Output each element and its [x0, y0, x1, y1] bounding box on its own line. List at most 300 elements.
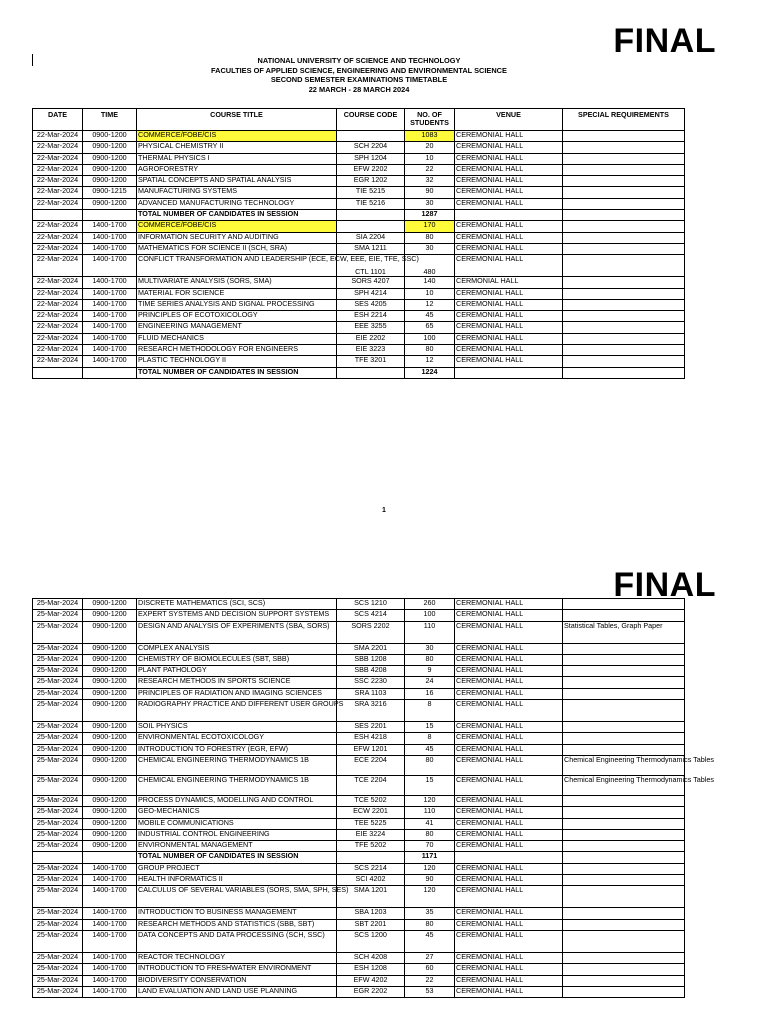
special-requirements-cell	[563, 322, 685, 333]
students-cell: 260	[405, 599, 455, 610]
course-code-cell	[337, 210, 405, 221]
course-title-cell: DATA CONCEPTS AND DATA PROCESSING (SCH, SSC)	[137, 930, 337, 952]
students-cell: 8	[405, 733, 455, 744]
course-title-cell: PROCESS DYNAMICS, MODELLING AND CONTROL	[137, 795, 337, 806]
table-row	[33, 908, 685, 919]
venue-cell: CEREMONIAL HALL	[455, 986, 563, 997]
date-cell: 25-Mar-2024	[33, 700, 83, 722]
time-cell: 0900-1200	[83, 744, 137, 755]
date-cell	[33, 852, 83, 863]
venue-cell: CEREMONIAL HALL	[455, 198, 563, 209]
course-title-cell: INDUSTRIAL CONTROL ENGINEERING	[137, 829, 337, 840]
time-cell: 0900-1200	[83, 818, 137, 829]
date-cell: 25-Mar-2024	[33, 643, 83, 654]
course-code-cell: ESH 1208	[337, 964, 405, 975]
course-title-cell: INTRODUCTION TO FRESHWATER ENVIRONMENT	[137, 964, 337, 975]
students-cell: 80	[405, 919, 455, 930]
time-cell: 0900-1200	[83, 829, 137, 840]
course-title-cell: CHEMISTRY OF BIOMOLECULES (SBT, SBB)	[137, 654, 337, 665]
venue-cell: CEREMONIAL HALL	[455, 187, 563, 198]
table-row	[33, 975, 685, 986]
course-code-cell	[337, 367, 405, 378]
time-cell: 1400-1700	[83, 975, 137, 986]
venue-cell: CEREMONIAL HALL	[455, 221, 563, 232]
faculties-line: FACULTIES OF APPLIED SCIENCE, ENGINEERING AND ENVIRONMENTAL SCIENCE	[211, 65, 507, 75]
table-row	[33, 986, 685, 997]
special-requirements-cell	[563, 255, 685, 277]
venue-cell: CEREMONIAL HALL	[455, 322, 563, 333]
course-code-cell: TEE 5225	[337, 818, 405, 829]
special-requirements-cell	[563, 176, 685, 187]
date-cell: 22-Mar-2024	[33, 311, 83, 322]
time-cell: 0900-1200	[83, 677, 137, 688]
course-title-cell: PRINCIPLES OF RADIATION AND IMAGING SCIENCES	[137, 688, 337, 699]
course-title-cell: GEO-MECHANICS	[137, 807, 337, 818]
time-cell: 1400-1700	[83, 919, 137, 930]
date-cell: 25-Mar-2024	[33, 919, 83, 930]
table-row	[33, 345, 685, 356]
date-cell: 25-Mar-2024	[33, 733, 83, 744]
venue-cell: CEREMONIAL HALL	[455, 775, 563, 795]
students-cell: 16	[405, 688, 455, 699]
students-cell: 120	[405, 795, 455, 806]
course-code-cell: SCS 1200	[337, 930, 405, 952]
venue-cell: CEREMONIAL HALL	[455, 164, 563, 175]
date-cell: 22-Mar-2024	[33, 142, 83, 153]
table-row	[33, 688, 685, 699]
course-title-cell: ENVIRONMENTAL ECOTOXICOLOGY	[137, 733, 337, 744]
venue-cell: CEREMONIAL HALL	[455, 700, 563, 722]
date-cell: 22-Mar-2024	[33, 232, 83, 243]
students-cell: 170	[405, 221, 455, 232]
time-cell: 0900-1200	[83, 795, 137, 806]
course-title-cell: ADVANCED MANUFACTURING TECHNOLOGY	[137, 198, 337, 209]
time-cell: 1400-1700	[83, 345, 137, 356]
course-code-cell: TCE 5202	[337, 795, 405, 806]
course-code-cell: SCS 1210	[337, 599, 405, 610]
special-requirements-cell	[563, 299, 685, 310]
students-cell: 480	[405, 255, 455, 277]
course-title-cell: TOTAL NUMBER OF CANDIDATES IN SESSION	[137, 852, 337, 863]
special-requirements-cell	[563, 875, 685, 886]
table-row	[33, 807, 685, 818]
table-row	[33, 829, 685, 840]
venue-cell: CEREMONIAL HALL	[455, 176, 563, 187]
course-code-cell: SCI 4202	[337, 875, 405, 886]
time-cell: 0900-1200	[83, 153, 137, 164]
special-requirements-cell	[563, 345, 685, 356]
date-cell: 22-Mar-2024	[33, 164, 83, 175]
table-body	[33, 131, 685, 379]
date-cell: 25-Mar-2024	[33, 863, 83, 874]
date-cell: 25-Mar-2024	[33, 952, 83, 963]
date-cell: 22-Mar-2024	[33, 198, 83, 209]
venue-cell: CEREMONIAL HALL	[455, 131, 563, 142]
date-cell: 25-Mar-2024	[33, 986, 83, 997]
course-code-cell: TCE 2204	[337, 775, 405, 795]
table-row	[33, 198, 685, 209]
table-row	[33, 654, 685, 665]
time-cell: 0900-1200	[83, 164, 137, 175]
date-cell: 22-Mar-2024	[33, 243, 83, 254]
venue-cell: CEREMONIAL HALL	[455, 886, 563, 908]
special-requirements-cell	[563, 733, 685, 744]
venue-cell: CEREMONIAL HALL	[455, 975, 563, 986]
students-cell: 100	[405, 333, 455, 344]
course-title-cell: COMPLEX ANALYSIS	[137, 643, 337, 654]
time-cell: 1400-1700	[83, 232, 137, 243]
table-row	[33, 886, 685, 908]
special-requirements-cell: Chemical Engineering Thermodynamics Tables	[563, 775, 685, 795]
venue-cell: CEREMONIAL HALL	[455, 232, 563, 243]
venue-cell: CEREMONIAL HALL	[455, 733, 563, 744]
venue-cell: CEREMONIAL HALL	[455, 919, 563, 930]
course-code-cell: SES 2201	[337, 722, 405, 733]
venue-cell: CEREMONIAL HALL	[455, 255, 563, 277]
students-cell: 53	[405, 986, 455, 997]
date-cell	[33, 210, 83, 221]
course-code-cell: SSC 2230	[337, 677, 405, 688]
students-cell: 1287	[405, 210, 455, 221]
date-cell: 25-Mar-2024	[33, 930, 83, 952]
students-cell: 45	[405, 744, 455, 755]
course-title-cell: TIME SERIES ANALYSIS AND SIGNAL PROCESSING	[137, 299, 337, 310]
course-title-cell: TOTAL NUMBER OF CANDIDATES IN SESSION	[137, 210, 337, 221]
course-title-cell: ENGINEERING MANAGEMENT	[137, 322, 337, 333]
students-cell: 41	[405, 818, 455, 829]
course-code-cell: EFW 2202	[337, 164, 405, 175]
special-requirements-cell: Chemical Engineering Thermodynamics Tables	[563, 755, 685, 775]
course-title-cell: SPATIAL CONCEPTS AND SPATIAL ANALYSIS	[137, 176, 337, 187]
special-requirements-cell	[563, 952, 685, 963]
special-requirements-cell	[563, 164, 685, 175]
students-cell: 15	[405, 722, 455, 733]
timetable-title: SECOND SEMESTER EXAMINATIONS TIMETABLE	[270, 75, 448, 84]
venue-cell: CEREMONIAL HALL	[455, 807, 563, 818]
venue-cell: CEREMONIAL HALL	[455, 908, 563, 919]
students-cell: 32	[405, 176, 455, 187]
timetable-table	[32, 598, 714, 998]
venue-cell: CEREMONIAL HALL	[455, 243, 563, 254]
course-title-cell: CHEMICAL ENGINEERING THERMODYNAMICS 1B	[137, 775, 337, 795]
date-cell: 25-Mar-2024	[33, 666, 83, 677]
col-students: NO. OF STUDENTS	[405, 109, 455, 131]
venue-cell: CEREMONIAL HALL	[455, 153, 563, 164]
date-cell: 25-Mar-2024	[33, 621, 83, 643]
students-cell: 100	[405, 610, 455, 621]
time-cell: 1400-1700	[83, 311, 137, 322]
table-row	[33, 164, 685, 175]
course-code-cell: SORS 4207	[337, 277, 405, 288]
time-cell: 0900-1200	[83, 621, 137, 643]
time-cell: 1400-1700	[83, 299, 137, 310]
course-title-cell: MANUFACTURING SYSTEMS	[137, 187, 337, 198]
date-cell: 25-Mar-2024	[33, 807, 83, 818]
course-title-cell: RESEARCH METHODOLOGY FOR ENGINEERS	[137, 345, 337, 356]
course-code-cell: ESH 2214	[337, 311, 405, 322]
table-row	[33, 677, 685, 688]
students-cell: 90	[405, 875, 455, 886]
time-cell: 1400-1700	[83, 863, 137, 874]
table-row	[33, 356, 685, 367]
course-code-cell: SBB 1208	[337, 654, 405, 665]
table-row	[33, 755, 685, 775]
table-row	[33, 700, 685, 722]
col-date: DATE	[33, 109, 83, 131]
table-row	[33, 722, 685, 733]
course-title-cell: FLUID MECHANICS	[137, 333, 337, 344]
course-title-cell: MULTIVARIATE ANALYSIS (SORS, SMA)	[137, 277, 337, 288]
time-cell: 0900-1200	[83, 807, 137, 818]
course-title-cell: HEALTH INFORMATICS II	[137, 875, 337, 886]
course-title-cell: MATERIAL FOR SCIENCE	[137, 288, 337, 299]
table-row	[33, 176, 685, 187]
time-cell: 0900-1200	[83, 142, 137, 153]
timetable-table	[32, 108, 685, 379]
date-cell: 25-Mar-2024	[33, 908, 83, 919]
venue-cell: CEREMONIAL HALL	[455, 863, 563, 874]
date-cell: 22-Mar-2024	[33, 176, 83, 187]
course-code-cell	[337, 221, 405, 232]
course-code-cell: SMA 1211	[337, 243, 405, 254]
students-cell: 30	[405, 198, 455, 209]
table-row	[33, 142, 685, 153]
special-requirements-cell	[563, 908, 685, 919]
table-row	[33, 775, 685, 795]
students-cell: 60	[405, 964, 455, 975]
date-cell: 25-Mar-2024	[33, 775, 83, 795]
course-title-cell: AGROFORESTRY	[137, 164, 337, 175]
course-code-cell: SCH 4208	[337, 952, 405, 963]
table-row	[33, 232, 685, 243]
venue-cell: CEREMONIAL HALL	[455, 744, 563, 755]
students-cell: 120	[405, 886, 455, 908]
course-title-cell: MATHEMATICS FOR SCIENCE II (SCH, SRA)	[137, 243, 337, 254]
col-time: TIME	[83, 109, 137, 131]
students-cell: 20	[405, 142, 455, 153]
special-requirements-cell	[563, 333, 685, 344]
special-requirements-cell	[563, 964, 685, 975]
course-code-cell: SPH 4214	[337, 288, 405, 299]
time-cell: 0900-1215	[83, 187, 137, 198]
time-cell: 1400-1700	[83, 930, 137, 952]
special-requirements-cell	[563, 277, 685, 288]
course-title-cell: RESEARCH METHODS IN SPORTS SCIENCE	[137, 677, 337, 688]
students-cell: 45	[405, 311, 455, 322]
course-code-cell	[337, 131, 405, 142]
special-requirements-cell	[563, 610, 685, 621]
course-code-cell: ECE 2204	[337, 755, 405, 775]
course-title-cell: RESEARCH METHODS AND STATISTICS (SBB, SBT)	[137, 919, 337, 930]
time-cell: 1400-1700	[83, 255, 137, 277]
special-requirements-cell	[563, 841, 685, 852]
special-requirements-cell	[563, 975, 685, 986]
special-requirements-cell	[563, 221, 685, 232]
venue-cell: CEREMONIAL HALL	[455, 677, 563, 688]
table-row	[33, 930, 685, 952]
col-venue: VENUE	[455, 109, 563, 131]
students-cell: 10	[405, 153, 455, 164]
course-code-cell: SBB 4208	[337, 666, 405, 677]
table-row	[33, 818, 685, 829]
date-cell: 22-Mar-2024	[33, 131, 83, 142]
date-cell: 22-Mar-2024	[33, 345, 83, 356]
course-code-cell: TFE 3201	[337, 356, 405, 367]
venue-cell: CEREMONIAL HALL	[455, 333, 563, 344]
course-title-cell: PLASTIC TECHNOLOGY II	[137, 356, 337, 367]
table-row	[33, 187, 685, 198]
page-number: 1	[382, 507, 386, 514]
course-title-cell: PRINCIPLES OF ECOTOXICOLOGY	[137, 311, 337, 322]
students-cell: 80	[405, 345, 455, 356]
date-cell: 22-Mar-2024	[33, 221, 83, 232]
special-requirements-cell	[563, 153, 685, 164]
special-requirements-cell	[563, 807, 685, 818]
course-title-cell: PHYSICAL CHEMISTRY II	[137, 142, 337, 153]
course-code-cell: SRA 3216	[337, 700, 405, 722]
course-code-cell	[337, 852, 405, 863]
time-cell: 0900-1200	[83, 643, 137, 654]
students-cell: 45	[405, 930, 455, 952]
date-cell: 25-Mar-2024	[33, 964, 83, 975]
table-row	[33, 599, 685, 610]
col-special-requirements: SPECIAL REQUIREMENTS	[563, 109, 685, 131]
special-requirements-cell	[563, 666, 685, 677]
time-cell: 0900-1200	[83, 688, 137, 699]
time-cell: 0900-1200	[83, 733, 137, 744]
course-code-cell: CTL 1101	[337, 255, 405, 277]
students-cell: 80	[405, 232, 455, 243]
students-cell: 65	[405, 322, 455, 333]
table-row	[33, 919, 685, 930]
course-code-cell: EGR 2202	[337, 986, 405, 997]
course-code-cell: SMA 1201	[337, 886, 405, 908]
date-cell: 25-Mar-2024	[33, 599, 83, 610]
session-total-row	[33, 852, 685, 863]
venue-cell	[455, 210, 563, 221]
special-requirements-cell	[563, 198, 685, 209]
venue-cell: CEREMONIAL HALL	[455, 875, 563, 886]
special-requirements-cell	[563, 986, 685, 997]
venue-cell: CEREMONIAL HALL	[455, 643, 563, 654]
course-title-cell: CONFLICT TRANSFORMATION AND LEADERSHIP (ECE, ECW, EEE, EIE, TFE, SSC)	[137, 255, 337, 277]
time-cell: 1400-1700	[83, 886, 137, 908]
date-cell: 25-Mar-2024	[33, 688, 83, 699]
venue-cell: CEREMONIAL HALL	[455, 599, 563, 610]
students-cell: 90	[405, 187, 455, 198]
course-title-cell: REACTOR TECHNOLOGY	[137, 952, 337, 963]
course-code-cell: ECW 2201	[337, 807, 405, 818]
venue-cell: CEREMONIAL HALL	[455, 722, 563, 733]
date-range: 22 MARCH - 28 MARCH 2024	[308, 84, 410, 94]
date-cell: 22-Mar-2024	[33, 187, 83, 198]
course-title-cell: CALCULUS OF SEVERAL VARIABLES (SORS, SMA, SPH, SES)	[137, 886, 337, 908]
students-cell: 9	[405, 666, 455, 677]
venue-cell: CEREMONIAL HALL	[455, 654, 563, 665]
course-code-cell: TFE 5202	[337, 841, 405, 852]
course-title-cell: DESIGN AND ANALYSIS OF EXPERIMENTS (SBA, SORS)	[137, 621, 337, 643]
special-requirements-cell	[563, 688, 685, 699]
date-cell: 25-Mar-2024	[33, 886, 83, 908]
table-row	[33, 795, 685, 806]
course-title-cell: TOTAL NUMBER OF CANDIDATES IN SESSION	[137, 367, 337, 378]
venue-cell: CEREMONIAL HALL	[455, 795, 563, 806]
table-row	[33, 744, 685, 755]
table-row	[33, 964, 685, 975]
students-cell: 80	[405, 829, 455, 840]
course-title-cell: COMMERCE/FOBE/CIS	[137, 131, 337, 142]
time-cell	[83, 852, 137, 863]
special-requirements-cell	[563, 930, 685, 952]
course-code-cell: SBA 1203	[337, 908, 405, 919]
course-title-cell: SOIL PHYSICS	[137, 722, 337, 733]
venue-cell: CEREMONIAL HALL	[455, 829, 563, 840]
students-cell: 22	[405, 975, 455, 986]
students-cell: 22	[405, 164, 455, 175]
time-cell: 0900-1200	[83, 722, 137, 733]
course-code-cell: EIE 3223	[337, 345, 405, 356]
session-total-row	[33, 210, 685, 221]
special-requirements-cell	[563, 243, 685, 254]
venue-cell: CEREMONIAL HALL	[455, 688, 563, 699]
course-title-cell: INTRODUCTION TO FORESTRY (EGR, EFW)	[137, 744, 337, 755]
time-cell: 0900-1200	[83, 700, 137, 722]
course-code-cell: EGR 1202	[337, 176, 405, 187]
special-requirements-cell	[563, 886, 685, 908]
time-cell: 1400-1700	[83, 288, 137, 299]
students-cell: 120	[405, 863, 455, 874]
special-requirements-cell	[563, 232, 685, 243]
time-cell	[83, 367, 137, 378]
venue-cell: CEREMONIAL HALL	[455, 621, 563, 643]
university-name: NATIONAL UNIVERSITY OF SCIENCE AND TECHNOLOGY	[257, 56, 461, 65]
date-cell: 22-Mar-2024	[33, 277, 83, 288]
course-code-cell: SPH 1204	[337, 153, 405, 164]
date-cell	[33, 367, 83, 378]
venue-cell: CEREMONIAL HALL	[455, 288, 563, 299]
course-title-cell: BIODIVERSITY CONSERVATION	[137, 975, 337, 986]
students-cell: 27	[405, 952, 455, 963]
course-title-cell: COMMERCE/FOBE/CIS	[137, 221, 337, 232]
special-requirements-cell	[563, 863, 685, 874]
time-cell: 1400-1700	[83, 964, 137, 975]
table-row	[33, 733, 685, 744]
course-code-cell: TIE 5216	[337, 198, 405, 209]
time-cell: 1400-1700	[83, 986, 137, 997]
special-requirements-cell	[563, 919, 685, 930]
time-cell: 1400-1700	[83, 322, 137, 333]
special-requirements-cell	[563, 131, 685, 142]
special-requirements-cell	[563, 818, 685, 829]
date-cell: 25-Mar-2024	[33, 829, 83, 840]
venue-cell: CEREMONIAL HALL	[455, 818, 563, 829]
time-cell: 0900-1200	[83, 755, 137, 775]
course-title-cell: GROUP PROJECT	[137, 863, 337, 874]
time-cell: 0900-1200	[83, 841, 137, 852]
venue-cell: CEREMONIAL HALL	[455, 666, 563, 677]
venue-cell: CEREMONIAL HALL	[455, 755, 563, 775]
date-cell: 22-Mar-2024	[33, 255, 83, 277]
special-requirements-cell	[563, 852, 685, 863]
special-requirements-cell: Statistical Tables, Graph Paper	[563, 621, 685, 643]
time-cell: 1400-1700	[83, 952, 137, 963]
venue-cell: CERMONIAL HALL	[455, 277, 563, 288]
table-row	[33, 643, 685, 654]
time-cell: 0900-1200	[83, 775, 137, 795]
table-header-row	[33, 109, 685, 131]
special-requirements-cell	[563, 722, 685, 733]
course-code-cell: SCS 2214	[337, 863, 405, 874]
